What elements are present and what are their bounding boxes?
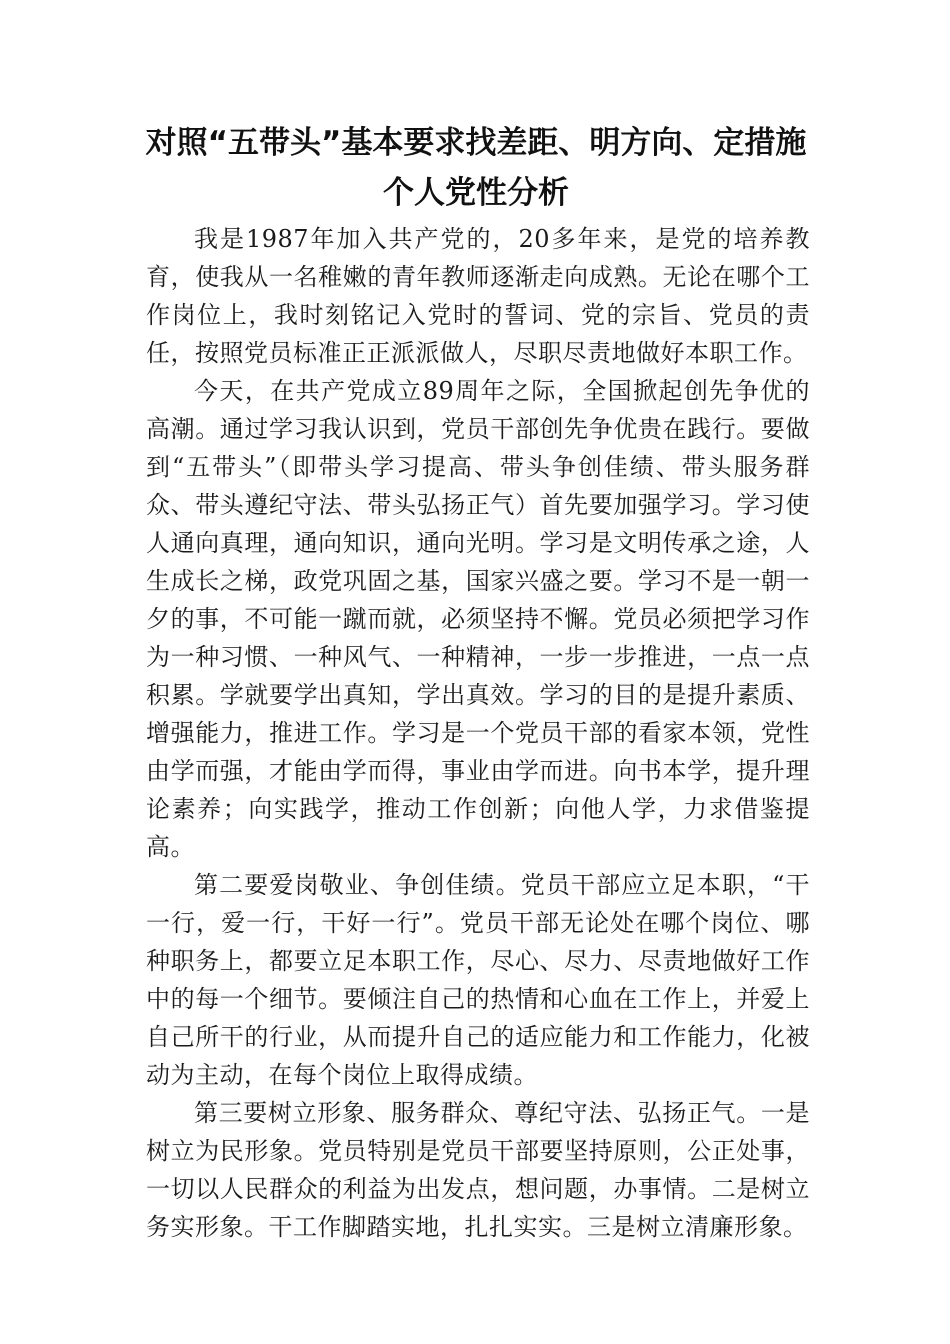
paragraph-4: 第三要树立形象、服务群众、尊纪守法、弘扬正气。一是树立为民形象。党员特别是党员干部要坚持原则，公正处事，一切以人民群众的利益为出发点，想问题，办事情。二是树立务实形象。干工作脚踏实地，扎扎实实。三是树立清廉形象。 bbox=[146, 1099, 810, 1241]
document-title: 对照“五带头”基本要求找差距、明方向、定措施个人党性分析 bbox=[145, 125, 807, 211]
paragraph-3: 第二要爱岗敬业、争创佳绩。党员干部应立足本职，“干一行，爱一行，干好一行”。党员干部无论处在哪个岗位、哪种职务上，都要立足本职工作，尽心、尽力、尽责地做好工作中的每一个细节。要倾注自己的热情和心血在工作上，并爱上自己所干的行业，从而提升自己的适应能力和工作能力，化被动为主动，在每个岗位上取得成绩。 bbox=[146, 871, 810, 1089]
document-body bbox=[146, 220, 810, 1246]
paragraph-1: 我是1987年加入共产党的，20多年来，是党的培养教育，使我从一名稚嫩的青年教师逐渐走向成熟。无论在哪个工作岗位上，我时刻铭记入党时的誓词、党的宗旨、党员的责任，按照党员标准正正派派做人，尽职尽责地做好本职工作。 bbox=[146, 225, 810, 367]
paragraph-2: 今天，在共产党成立89周年之际，全国掀起创先争优的高潮。通过学习我认识到，党员干部创先争优贵在践行。要做到“五带头”（即带头学习提高、带头争创佳绩、带头服务群众、带头遵纪守法、带头弘扬正气）首先要加强学习。学习使人通向真理，通向知识，通向光明。学习是文明传承之途，人生成长之梯，政党巩固之基，国家兴盛之要。学习不是一朝一夕的事，不可能一蹴而就，必须坚持不懈。党员必须把学习作为一种习惯、一种风气、一种精神，一步一步推进，一点一点积累。学就要学出真知，学出真效。学习的目的是提升素质、增强能力，推进工作。学习是一个党员干部的看家本领，党性由学而强，才能由学而得，事业由学而进。向书本学，提升理论素养；向实践学，推动工作创新；向他人学，力求借鉴提高。 bbox=[146, 377, 810, 861]
